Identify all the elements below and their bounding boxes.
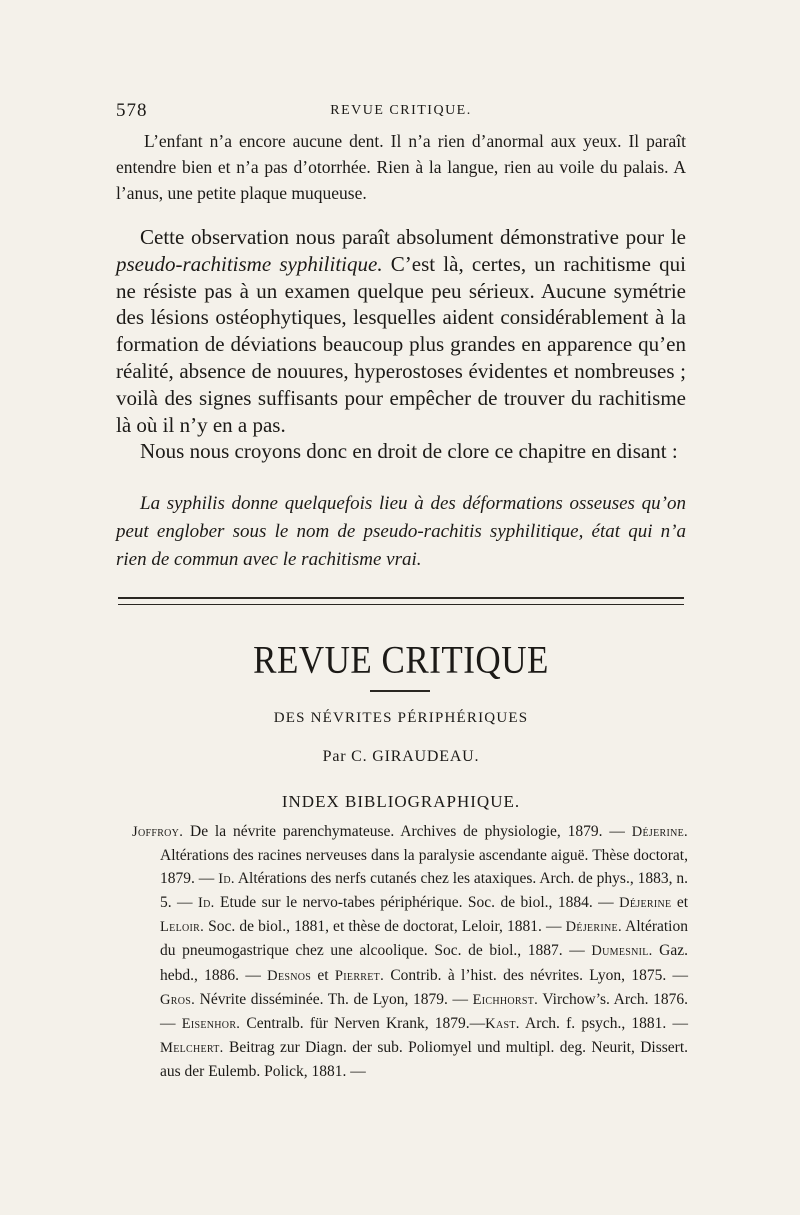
section-subtitle: DES NÉVRITES PÉRIPHÉRIQUES — [273, 710, 529, 726]
observation-text: L’enfant n’a encore aucune dent. Il n’a rien d’anormal aux yeux. Il paraît entendre bien et n’a pas d’otorrhée. Rien à la langue, rien au voile du palais. A l’anus, une petite plaque muqueuse. — [116, 131, 686, 203]
section-divider — [118, 597, 684, 605]
section-title: REVUE CRITIQUE — [253, 637, 549, 682]
bibliography-text: Beitrag zur Diagn. der sub. Poliomyel und multipl. deg. Neurit, Dissert. aus der Eulemb. Polick, 1881. — — [160, 1038, 688, 1080]
discussion-text-2: C’est là, certes, un rachitisme qui ne résiste pas à un examen quelque peu sérieux. Aucune symétrie des lésions ostéophytiques, lesquelles aident considérablement à la formation de déviations beaucoup plus grandes en apparence qu’en réalité, absence de nouures, hyperostoses évidentes et nombreuses ; voilà des signes suffisants pour empêcher de trouver du rachitisme là où il n’y en a pas. — [116, 251, 686, 437]
bibliography-text: Arch. f. psych., 1881. — — [519, 1014, 689, 1032]
bibliography-text: Contrib. à l’hist. des névrites. Lyon, 1875. — — [384, 966, 688, 984]
bibliography-paragraph — [132, 820, 688, 1083]
bibliography — [132, 820, 688, 1083]
page-number: 578 — [116, 100, 148, 121]
conclusion-paragraph — [116, 490, 686, 574]
bibliography-author: Melchert. — [160, 1039, 224, 1056]
bibliography-text: Altérations des racines nerveuses dans la paralysie ascendante aiguë. Thèse doctorat, 1879. — — [160, 847, 688, 888]
bibliography-author: Joffroy. — [132, 824, 184, 840]
bibliography-author: Leloir. — [160, 919, 205, 936]
bibliography-text: Altération du pneumogastrique chez une alcoolique. Soc. de biol., 1887. — — [160, 918, 688, 960]
discussion-text-1: Cette observation nous paraît absolument démonstrative pour le — [140, 225, 686, 249]
bibliography-text: Etude sur le nervo-tabes périphérique. Soc. de biol., 1884. — — [214, 894, 620, 912]
discussion-paragraph-2: Nous nous croyons donc en droit de clore ce chapitre en disant : — [140, 439, 678, 464]
bibliography-author: Gros. — [160, 991, 196, 1008]
bibliography-text: Névrite disséminée. Th. de Lyon, 1879. — — [195, 990, 473, 1008]
bibliography-text: Virchow’s. Arch. 1876. — — [160, 990, 688, 1032]
bibliography-author: Pierret. — [334, 967, 385, 984]
bibliography-author: Eichhorst. — [472, 991, 539, 1008]
title-underline — [370, 690, 430, 692]
conclusion-text: La syphilis donne quelquefois lieu à des déformations osseuses qu’on peut englober sous le nom de pseudo-rachitis syphilitique, état qui n’a rien de commun avec le rachitisme vrai. — [116, 493, 686, 570]
bibliography-text: De la névrite parenchymateuse. Archives de physiologie, 1879. — — [183, 823, 632, 840]
discussion-italic-term: pseudo-rachitisme syphilitique. — [116, 251, 383, 276]
bibliography-author: Déjerine — [619, 895, 672, 912]
bibliography-text: Gaz. hebd., 1886. — — [160, 942, 688, 984]
bibliography-text: et — [311, 966, 335, 984]
running-title: REVUE CRITIQUE. — [330, 103, 472, 118]
bibliography-author: Desnos — [267, 967, 312, 984]
bibliography-author: Déjerine. — [631, 824, 688, 840]
running-head — [116, 100, 686, 124]
bibliography-author: Déjerine. — [565, 919, 622, 936]
bibliography-author: Id. — [197, 895, 215, 912]
bibliography-text: Altérations des nerfs cutanés chez les ataxiques. Arch. de phys., 1883, n. 5. — — [160, 870, 689, 912]
bibliography-author: Dumesnil. — [591, 943, 653, 960]
bibliography-author: Id. — [218, 871, 235, 888]
author-byline: Par C. GIRAUDEAU. — [322, 748, 480, 765]
bibliography-text: Soc. de biol., 1881, et thèse de doctorat, Leloir, 1881. — — [204, 918, 566, 936]
bibliography-text: et — [671, 894, 689, 912]
discussion-paragraph-1 — [116, 224, 686, 438]
discussion-paragraphs — [116, 224, 686, 465]
observation-paragraph — [116, 128, 686, 206]
bibliography-author: Eisenhor. — [181, 1015, 241, 1032]
index-heading: INDEX BIBLIOGRAPHIQUE. — [281, 792, 521, 811]
bibliography-text: Centralb. für Nerven Krank, 1879.— — [240, 1014, 486, 1032]
bibliography-author: Kast. — [485, 1015, 520, 1032]
